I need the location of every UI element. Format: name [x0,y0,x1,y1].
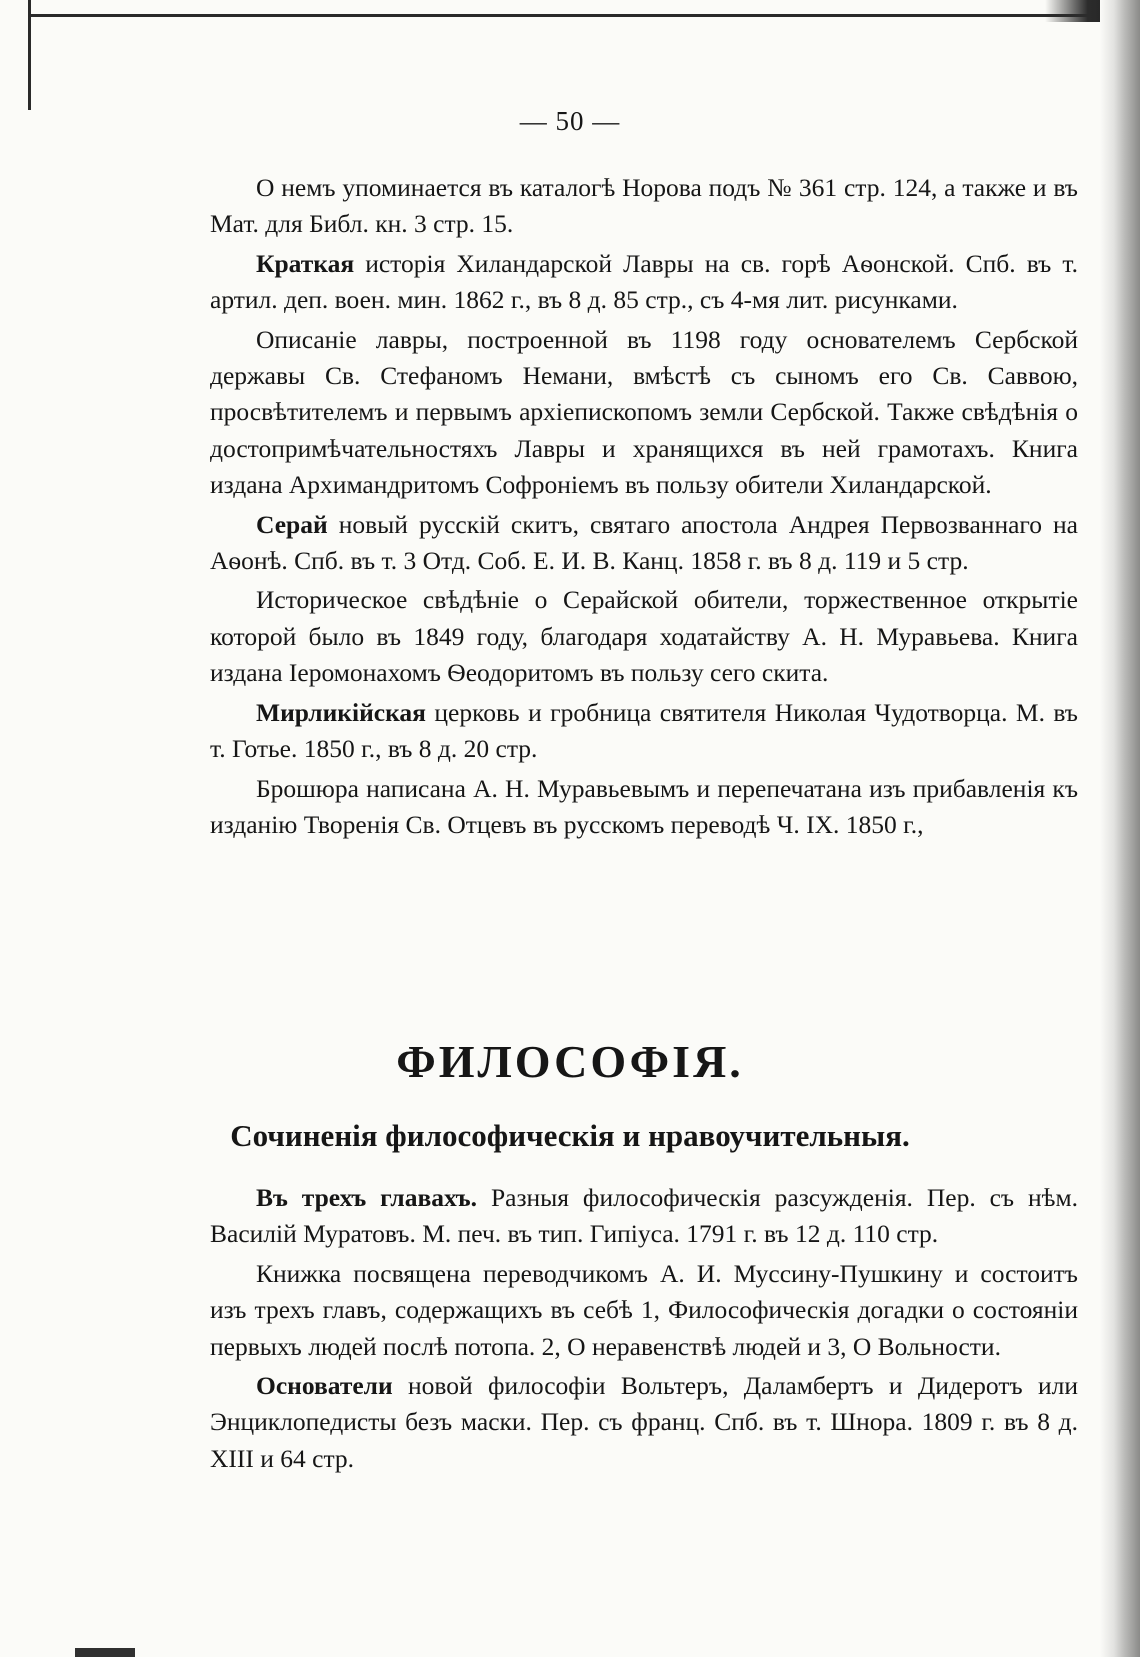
entry-paragraph: Серай новый русскій скитъ, святаго апостола Андрея Первозваннаго на Аѳонѣ. Спб. въ т. 3 Отд. Соб. Е. И. В. Канц. 1858 г. въ 8 д. 119 и 5 стр. [210,509,1078,576]
entries-top [210,170,1078,846]
entries-bottom [210,1180,1078,1480]
page-top-border [28,0,1098,17]
page-right-shadow [1100,0,1140,1657]
section-title: ФИЛОСОФІЯ. [396,1036,744,1087]
entry-paragraph: Мирликійская церковь и гробница святителя Николая Чудотворца. М. въ т. Готье. 1850 г., въ 8 д. 20 стр. [210,697,1078,764]
subsection-title: Сочиненія философическія и нравоучительныя. [230,1118,910,1153]
scan-bottom-mark [75,1648,135,1657]
entry-paragraph: Въ трехъ главахъ. Разныя философическія разсужденія. Пер. съ нѣм. Василій Муратовъ. М. печ. въ тип. Гипіуса. 1791 г. въ 12 д. 110 стр. [210,1183,1079,1249]
entry-paragraph: Основатели новой философіи Вольтеръ, Даламбертъ и Дидеротъ или Энциклопедисты безъ маски. Пер. съ франц. Спб. въ т. Шнора. 1809 г. въ 8 д. XIII и 64 стр. [210,1371,1078,1473]
entry-paragraph: Брошюра написана А. Н. Муравьевымъ и перепечатана изъ прибавленія къ изданію Творенія Св. Отцевъ въ русскомъ переводѣ Ч. IX. 1850 г., [210,773,1078,839]
entry-paragraph: О немъ упоминается въ каталогѣ Норова подъ № 361 стр. 124, а также и въ Мат. для Библ. кн. 3 стр. 15. [210,173,1078,239]
entry-paragraph: Описаніе лавры, построенной въ 1198 году основателемъ Сербской державы Св. Стефаномъ Немани, вмѣстѣ съ сыномъ его Св. Саввою, просвѣтителемъ и первымъ архіепископомъ земли Сербской. Также свѣдѣнія о достопримѣчательностяхъ Лавры и хранящихся въ ней грамотахъ. Книга издана Архимандритомъ Софроніемъ въ пользу обители Хиландарской. [210,324,1078,500]
page-left-border [28,0,31,110]
entry-paragraph: Краткая исторія Хиландарской Лавры на св. горѣ Аѳонской. Спб. въ т. артил. деп. воен. мин. 1862 г., въ 8 д. 85 стр., съ 4-мя лит. рисунками. [210,248,1078,315]
page-number: — 50 — [519,106,621,136]
entry-paragraph: Книжка посвящена переводчикомъ А. И. Муссину-Пушкину и состоитъ изъ трехъ главъ, содержащихъ въ себѣ 1, Философическія догадки о состояніи первыхъ людей послѣ потопа. 2, О неравенствѣ людей и 3, О Вольности. [210,1258,1078,1361]
entry-paragraph: Историческое свѣдѣніе о Серайской обители, торжественное открытіе которой было въ 1849 году, благодаря ходатайству А. Н. Муравьева. Книга издана Іеромонахомъ Ѳеодоритомъ въ пользу сего скита. [210,585,1078,688]
